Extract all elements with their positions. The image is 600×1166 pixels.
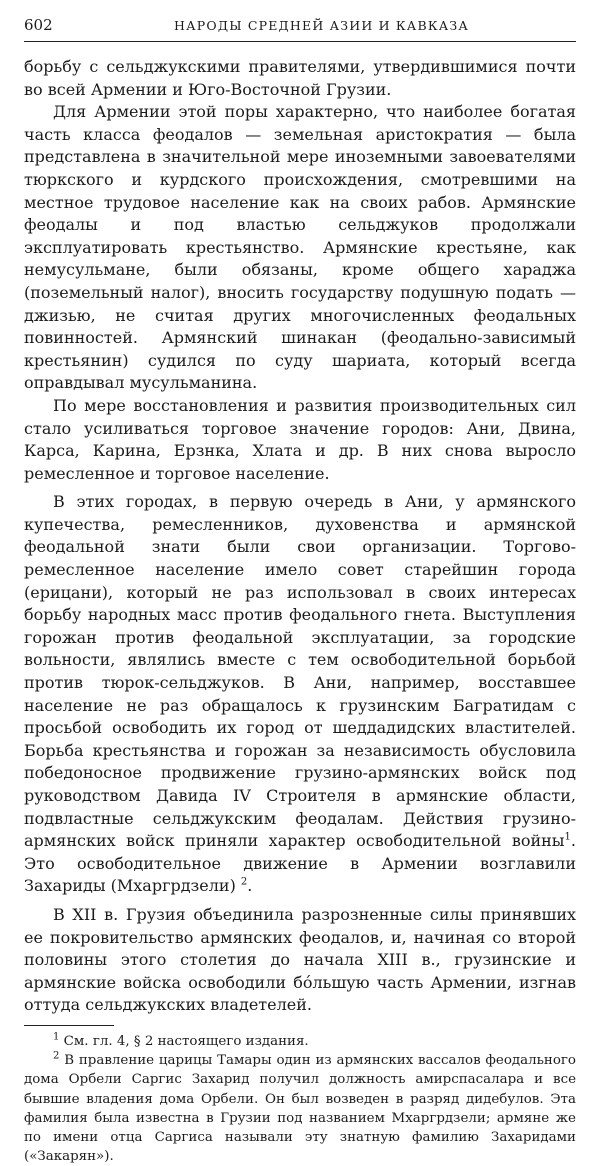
paragraph-3: По мере восстановления и развития производительных сил стало усиливаться торговое значение городов: Ани, Двина, Карса, Карина, Ерзнка, Хлата и др. В них снова выросло ремесленное и торговое население. [24, 395, 576, 483]
footnote-rule [24, 1025, 114, 1026]
footnote-2 [24, 1051, 576, 1166]
paragraph-4-middle: . Это освободительное движение в Армении возглавили Захариды (Мхаргрдзели) [24, 831, 576, 896]
footnote-mark-2: 2 [53, 1050, 60, 1062]
header-rule [24, 41, 576, 42]
footnotes [24, 1032, 576, 1166]
running-header [24, 14, 576, 40]
footnote-ref-2[interactable]: 2 [240, 877, 248, 889]
footnote-ref-1[interactable]: 1 [564, 831, 571, 843]
paragraph-1: борьбу с сельджукскими правителями, утвердившимися почти во всей Армении и Юго-Восточной Грузии. [24, 57, 576, 99]
footnote-1 [24, 1032, 576, 1051]
page-number: 602 [24, 16, 53, 34]
paragraph-4-text: В этих городах, в первую очередь в Ани, у армянского купечества, ремесленников, духовенства и армянской феодальной знати были свои организации. Торгово-ремесленное население имело совет старейшин города (ерицани), который не раз использовал в своих интересах борьбу народных масс против феодального гнета. Выступления горожан против феодальной эксплуатации, за городские вольности, являлись вместе с тем освободительной борьбой против тюрок-сельджуков. В Ани, например, восставшее население не раз обращалось к грузинским Багратидам с просьбой освободить их город от шеддадидских властителей. Борьба крестьянства и горожан за независимость обусловила победоносное продвижение грузино-армянских войск под руководством Давида IV Строителя в армянские области, подвластные сельджукским феодалам. Действия грузино-армянских войск приняли характер освободительной войны [24, 492, 576, 851]
main-text [24, 56, 576, 1017]
running-title: НАРОДЫ СРЕДНЕЙ АЗИИ И КАВКАЗА [174, 18, 470, 33]
footnote-2-text: В правление царицы Тамары один из армянских вассалов феодального дома Орбели Саргис Захарид получил должность амирспасалара и все бывшие владения дома Орбели. Он был возведен в разряд дидебулов. Эта фамилия была известна в Грузии под названием Мхаргрдзели; армяне же по имени отца Саргиса называли эту знатную фамилию Захаридами («Закарян»). [24, 1053, 576, 1165]
footnote-mark-1: 1 [53, 1031, 60, 1043]
book-page [24, 14, 576, 1166]
paragraph-5: В XII в. Грузия объединила разрозненные силы принявших ее покровительство армянских феодалов, и, начиная со второй половины этого столетия до начала XIII в., грузинские и армянские войска освободили бо́льшую часть Армении, изгнав оттуда сельджукских владетелей. [24, 904, 576, 1015]
paragraph-2: Для Армении этой поры характерно, что наиболее богатая часть класса феодалов — земельная аристократия — была представлена в значительной мере иноземными завоевателями тюркского и курдского происхождения, смотревшими на местное трудовое население как на своих рабов. Армянские феодалы и под властью сельджуков продолжали эксплуатировать крестьянство. Армянские крестьяне, как немусульмане, были обязаны, кроме общего хараджа (поземельный налог), вносить государству подушную подать — джизью, не считая других многочисленных феодальных повинностей. Армянский шинакан (феодально-зависимый крестьянин) судился по суду шариата, который всегда оправдывал мусульманина. [24, 102, 576, 393]
footnote-1-text: См. гл. 4, § 2 настоящего издания. [63, 1033, 309, 1049]
paragraph-4 [24, 491, 576, 898]
paragraph-4-end: . [247, 876, 253, 896]
